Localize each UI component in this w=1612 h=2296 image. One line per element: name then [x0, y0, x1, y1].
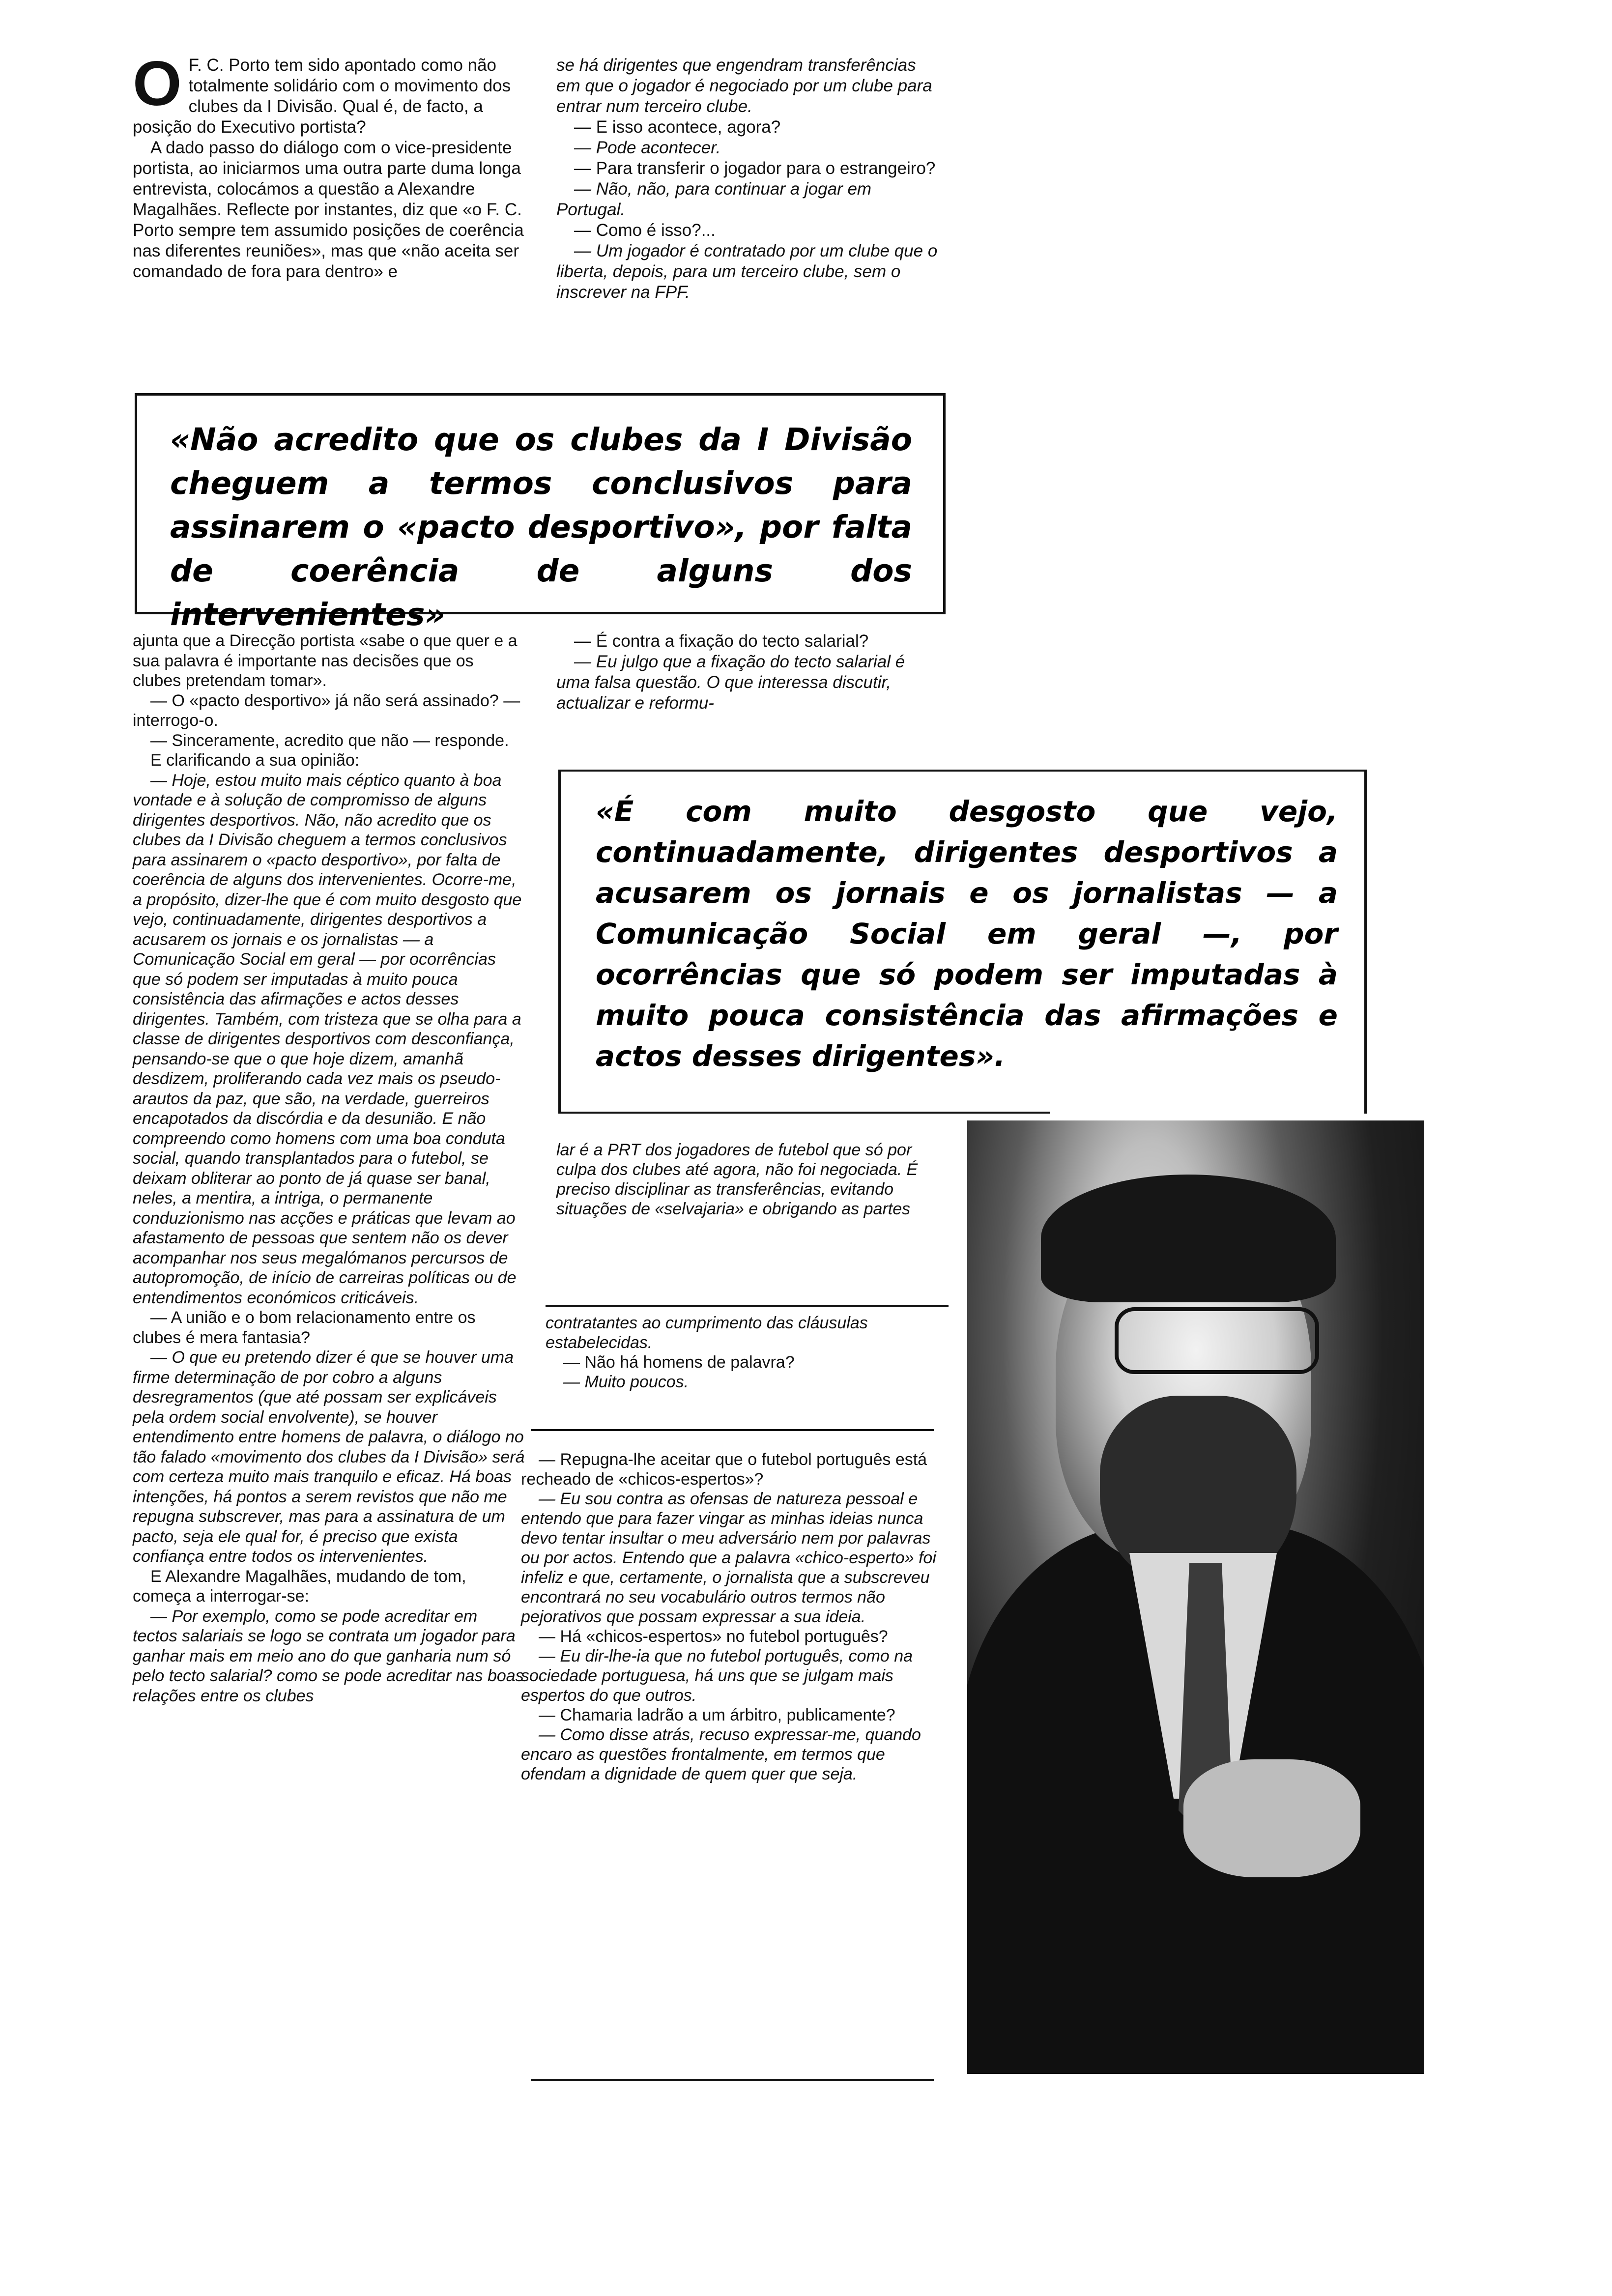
paragraph: lar é a PRT dos jogadores de futebol que só por culpa dos clubes até agora, não foi negociada. É preciso disciplinar as transferências, evitando situações de «selvajaria» e obrigando as partes — [556, 1141, 918, 1218]
drop-cap: O — [133, 49, 182, 119]
paragraph: — Um jogador é contratado por um clube que o liberta, depois, para um terceiro clube, sem o inscrever na FPF. — [556, 241, 938, 302]
paragraph: — Por exemplo, como se pode acreditar em tectos salariais se logo se contrata um jogador para ganhar mais em meio ano do que ganharia num só pelo tecto salarial? como se pode acreditar nas boas relações entre os clubes — [133, 1607, 524, 1705]
lead-paragraph — [133, 49, 526, 138]
paragraph: — Eu julgo que a fixação do tecto salarial é uma falsa questão. O que interessa discutir, actualizar e reformu- — [556, 652, 905, 713]
pull-quote-2: «É com muito desgosto que vejo, continuadamente, dirigentes desportivos a acusarem os jornais e os jornalistas — a Comunicação Social em geral —, por ocorrências que só podem ser imputadas à muito pouca consistência das afirmações e actos desses dirigentes». — [596, 795, 1338, 1073]
column-2-mid — [556, 631, 940, 714]
lead-text: F. C. Porto tem sido apontado como não totalmente solidário com o movimento dos clubes da I Divisão. Qual é, de facto, a posição do Executivo portista? — [133, 56, 511, 137]
column-2-top — [556, 55, 940, 303]
column-2-low-2 — [546, 1313, 944, 1392]
portrait-photo — [967, 1120, 1424, 2074]
pull-quote-2-border-top — [558, 770, 1364, 772]
paragraph: — O «pacto desportivo» já não será assinado? — interrogo-o. — [133, 691, 520, 730]
paragraph: — Eu sou contra as ofensas de natureza pessoal e entendo que para fazer vingar as minhas ideias nunca devo tentar insultar o meu adversário nem por palavras ou por actos. Entendo que a palavra «chico-esperto» foi infeliz e que, certamente, o jornalista que a subscreveu encontrará no seu vocabulário outros termos não pejorativos que possam expressar a sua ideia. — [521, 1490, 936, 1626]
paragraph: — Como disse atrás, recuso expressar-me, quando encaro as questões frontalmente, em termos que ofendam a dignidade de quem quer que seja. — [521, 1725, 921, 1783]
divider — [546, 1305, 949, 1307]
paragraph: — Muito poucos. — [563, 1373, 689, 1391]
paragraph: ajunta que a Direcção portista «sabe o que quer e a sua palavra é importante nas decisões que os clubes pretendam tomar». — [133, 631, 518, 690]
paragraph: — Sinceramente, acredito que não — responde. — [150, 731, 509, 750]
paragraph: — O que eu pretendo dizer é que se houver uma firme determinação de por cobro a alguns desregramentos (que até possam ser explicáveis pela ordem social envolvente), se houver entendimento entre homens de palavra, o diálogo no tão falado «movimento dos clubes da I Divisão» será com certeza muito mais tranquilo e eficaz. Há boas intenções, há pontos a serem revistos que não me repugna subscrever, mas para a assinatura de um pacto, seja ele qual for, é preciso que exista confiança entre todos os intervenientes. — [133, 1348, 525, 1566]
paragraph: — Hoje, estou muito mais céptico quanto à boa vontade e à solução de compromisso de alguns dirigentes desportivos. Não, não acredito que os clubes da I Divisão cheguem a termos conclusivos para assinarem o «pacto desportivo», por falta de coerência de alguns dos intervenientes. Ocorre-me, a propósito, dizer-lhe que é com muito desgosto que vejo, continuadamente, dirigentes desportivos a acusarem os jornais e os jornalistas — a Comunicação Social em geral — por ocorrências que só podem ser imputadas à muito pouca consistência das afirmações e actos desses dirigentes. Também, com tristeza que se olha para a classe de dirigentes desportivos com desconfiança, pensando-se que o que hoje dizem, amanhã desdizem, proliferando cada vez mais os pseudo-arautos da paz, que são, na verdade, guerreiros encapotados da discórdia e da desunião. E não compreendo como homens com uma boa conduta social, quando transplantados para o futebol, se deixam obliterar ao ponto de já quase ser banal, neles, a mentira, a intriga, o permanente conduzionismo nas acções e práticas que levam ao afastamento de pessoas que sentem não os dever acompanhar nos seus megalómanos percursos de autopromoção, de início de carreiras políticas ou de entendimentos económicos criticáveis. — [133, 771, 522, 1307]
paragraph: se há dirigentes que engendram transferências em que o jogador é negociado por um clube para entrar num terceiro clube. — [556, 56, 932, 116]
paragraph: — Chamaria ladrão a um árbitro, publicamente? — [539, 1706, 895, 1724]
paragraph: — Eu dir-lhe-ia que no futebol português, como na sociedade portuguesa, há uns que se julgam mais espertos do que outros. — [521, 1647, 913, 1705]
paragraph: — Como é isso?... — [574, 221, 716, 240]
divider — [531, 2079, 934, 2081]
divider — [531, 1429, 934, 1431]
paragraph: — É contra a fixação do tecto salarial? — [574, 631, 869, 651]
paragraph: A dado passo do diálogo com o vice-presidente portista, ao iniciarmos uma outra parte duma longa entrevista, colocámos a questão a Alexandre Magalhães. Reflecte por instantes, diz que «o F. C. Porto sempre tem assumido posições de coerência nas diferentes reuniões», mas que «não aceita ser comandado de fora para dentro» e — [133, 138, 524, 281]
pull-quote-2-border-bottom — [558, 1112, 1050, 1114]
column-1-main — [133, 631, 526, 1706]
column-2-low — [556, 1140, 940, 1219]
column-2-bottom — [521, 1450, 944, 1784]
paragraph: — Não há homens de palavra? — [563, 1353, 795, 1372]
paragraph: — E isso acontece, agora? — [574, 117, 781, 137]
paragraph: contratantes ao cumprimento das cláusulas estabelecidas. — [546, 1314, 868, 1352]
paragraph: — Para transferir o jogador para o estrangeiro? — [574, 159, 936, 178]
pull-quote-1: «Não acredito que os clubes da I Divisão cheguem a termos conclusivos para assinarem o «pacto desportivo», por falta de coerência de alguns dos intervenientes» — [170, 422, 912, 632]
pull-quote-2-border-left — [558, 770, 561, 1114]
column-1-top — [133, 49, 526, 282]
paragraph: — Há «chicos-espertos» no futebol português? — [539, 1627, 888, 1646]
paragraph: — A união e o bom relacionamento entre os clubes é mera fantasia? — [133, 1308, 476, 1347]
paragraph: E Alexandre Magalhães, mudando de tom, começa a interrogar-se: — [133, 1567, 466, 1606]
pull-quote-2-border-right — [1364, 770, 1367, 1114]
paragraph: — Repugna-lhe aceitar que o futebol português está recheado de «chicos-espertos»? — [521, 1450, 927, 1489]
paragraph: — Não, não, para continuar a jogar em Portugal. — [556, 179, 872, 219]
paragraph: E clarificando a sua opinião: — [150, 751, 360, 770]
paragraph: — Pode acontecer. — [574, 138, 721, 157]
